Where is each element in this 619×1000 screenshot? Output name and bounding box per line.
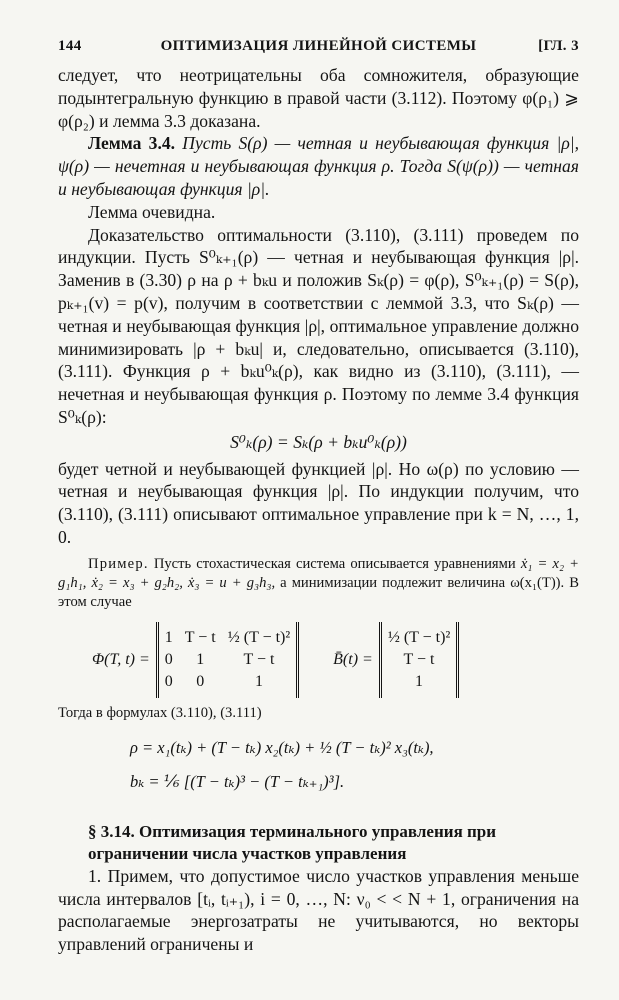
example-text-1: Пусть стохастическая система описывается уравнениями [153,555,516,572]
b-vector [379,622,459,698]
chapter-marker: [ГЛ. 3 [538,38,579,54]
matrix-cell: 1 [164,628,173,646]
matrix-cell: 0 [196,672,205,690]
equation-s0k: S⁰ₖ(ρ) = Sₖ(ρ + bₖu⁰ₖ(ρ)) [230,431,407,452]
example-equations: ẋ₁ = x₂ + g₁h₁, ẋ₂ = x₃ + g₂h₂, ẋ₃ = u + g₃h₃, [58,555,579,591]
lemma-3-4 [58,132,579,200]
page-header [58,38,579,60]
running-title: ОПТИМИЗАЦИЯ ЛИНЕЙНОЙ СИСТЕМЫ [160,38,477,54]
example-block [58,555,579,799]
matrix-cell: 0 [164,672,173,690]
paragraph-obvious: Лемма очевидна. [88,201,216,222]
phi-matrix [156,622,299,698]
vector-row-3 [380,671,457,698]
vector-row-1 [380,622,457,649]
matrix-row-1 [157,622,297,649]
matrix-row-3 [157,671,297,698]
example-intro [58,555,579,612]
matrix-cell: 1 [254,672,263,690]
matrix-cell: ½ (T − t)² [227,628,291,646]
lemma-statement: Пусть S(ρ) — четная и неубывающая функция |ρ|, ψ(ρ) — нечетная и неубывающая функция ρ. Тогда S(ψ(ρ)) — четная и неубывающая функция |ρ|. [58,133,580,199]
example-label: Пример. [88,555,149,572]
vector-row-2 [380,649,457,671]
example-formulas [130,731,579,799]
page-body [58,64,579,956]
rho-formula: ρ = x₁(tₖ) + (T − tₖ) x₂(tₖ) + ½ (T − tₖ)² x₃(tₖ), [130,737,434,757]
matrix-row-2 [157,649,297,671]
page-number: 144 [58,38,82,54]
b-lhs: B̄(t) = [333,650,373,668]
example-text-2: а минимизации подлежит величина ω(x₁(T)). В этом случае [58,574,579,610]
paragraph-proof: Доказательство оптимальности (3.110), (3.111) проведем по индукции. Пусть S⁰ₖ₊₁(ρ) — четная и неубывающая функция |ρ|. Заменив в (3.30) ρ на ρ + bₖu и положив Sₖ(ρ) = φ(ρ), S⁰ₖ₊₁(ρ) = S(ρ), pₖ₊₁(v) = p(v), получим в соответствии с леммой 3.3, что Sₖ(ρ) — четная и неубывающая функция |ρ|, оптимальное управление должно минимизировать |ρ + bₖu| и, следовательно, описывается (3.110), (3.111). Функция ρ + bₖu⁰ₖ(ρ), как видно из (3.110), (3.111), — нечетная и неубывающая функция ρ. Поэтому по лемме 3.4 функция S⁰ₖ(ρ): [58,224,579,427]
section-heading: § 3.14. Оптимизация терминального управления при ограничении числа участков управления [88,821,497,863]
vector-cell: T − t [403,650,435,668]
paragraph-conclusion: будет четной и неубывающей функцией |ρ|. Но ω(ρ) по условию — четная и неубывающая функция |ρ|. По индукции получим, что (3.110), (3.111) описывают оптимальное управление при k = N, …, 1, 0. [58,458,579,547]
vector-cell: ½ (T − t)² [387,628,451,646]
matrix-cell: 1 [196,650,205,668]
section-paragraph: 1. Примем, что допустимое число участков управления меньше числа интервалов [tᵢ, tᵢ₊₁), i = 0, …, N: ν₀ < < N + 1, ограничения на располагаемые энергозатраты не учитываются, но векторы управлений ограничены и [58,865,579,955]
matrix-row [58,622,579,698]
phi-lhs: Φ(T, t) = [92,650,150,668]
example-then: Тогда в формулах (3.110), (3.111) [58,704,262,721]
display-equation [58,431,579,454]
matrix-cell: T − t [243,650,275,668]
matrix-cell: 0 [164,650,173,668]
vector-cell: 1 [415,672,424,690]
matrix-cell: T − t [184,628,216,646]
bk-formula: bₖ = ⅙ [(T − tₖ)³ − (T − tₖ₊₁)³]. [130,771,345,791]
paragraph-continuation: следует, что неотрицательны оба сомножителя, образующие подынтегральную функцию в правой части (3.112). Поэтому φ(ρ₁) ⩾ φ(ρ₂) и лемма 3.3 доказана. [58,65,579,131]
lemma-label: Лемма 3.4. [88,133,176,154]
